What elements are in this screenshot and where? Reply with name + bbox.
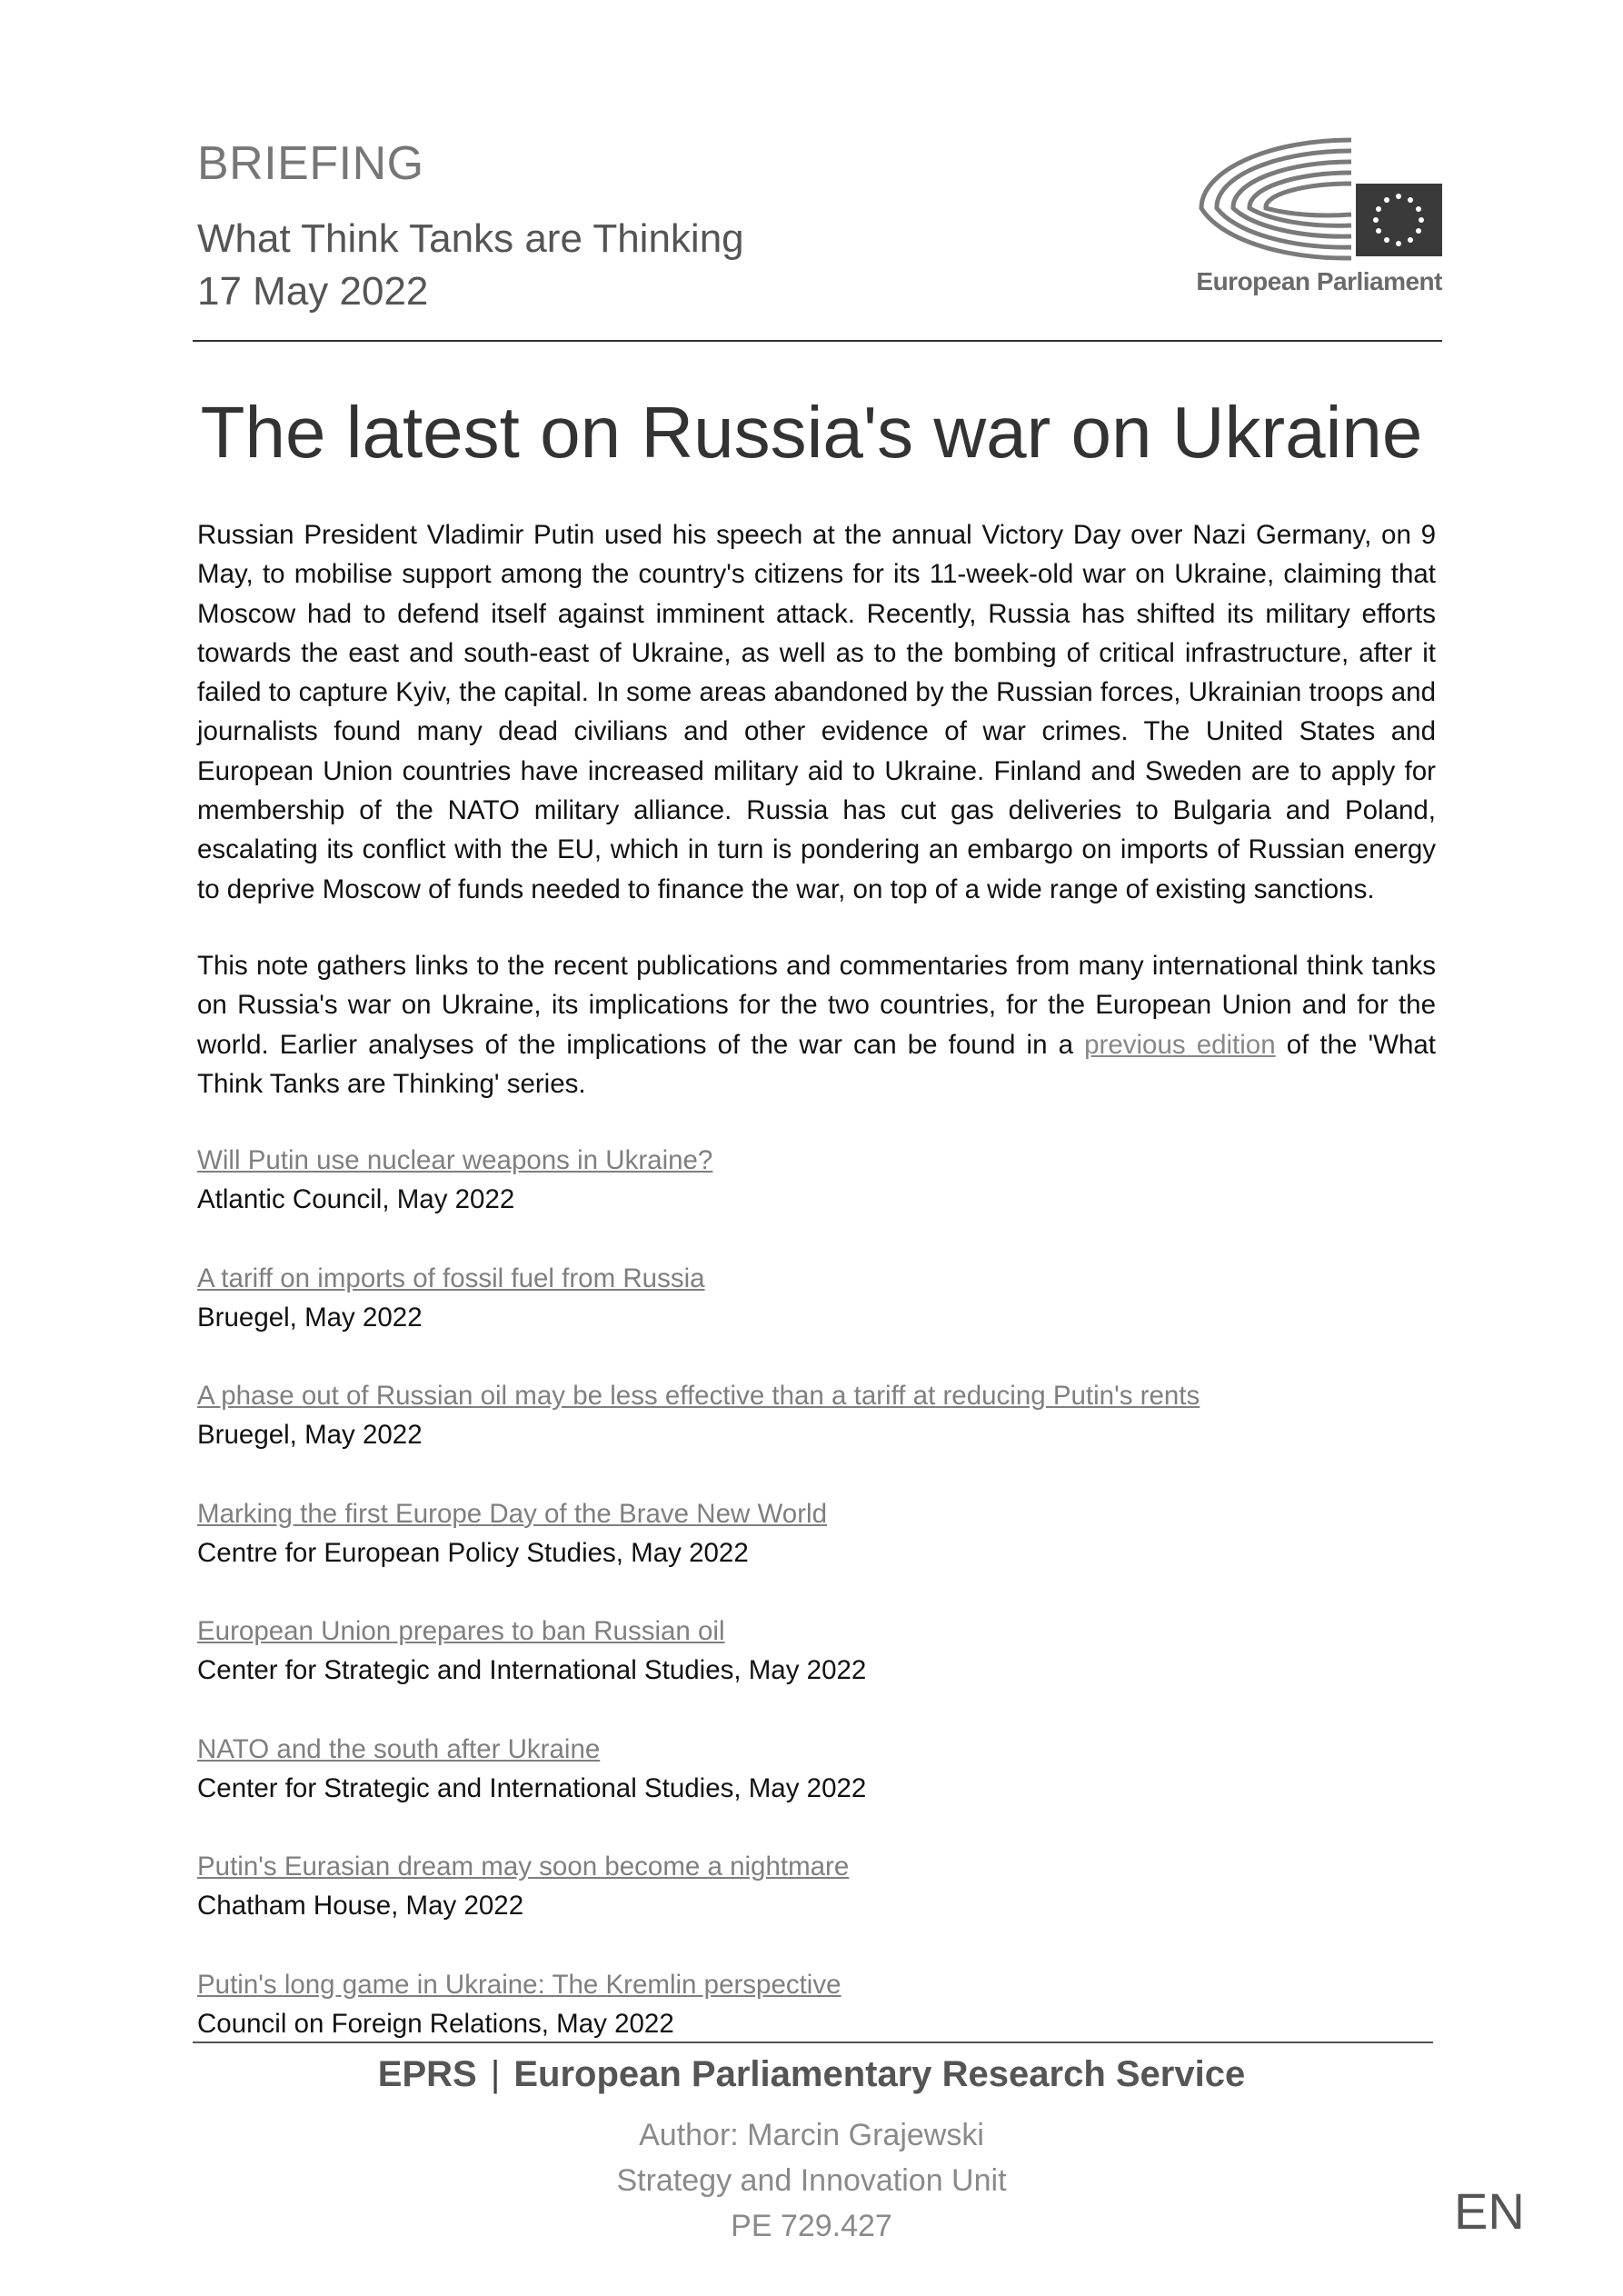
reference-link[interactable]: Putin's long game in Ukraine: The Kremlin perspective: [197, 1969, 841, 2000]
publication-date: 17 May 2022: [197, 269, 429, 314]
european-parliament-logo: [1192, 131, 1442, 304]
reference-source: Bruegel, May 2022: [197, 1420, 423, 1451]
list-item: [197, 1847, 1436, 1965]
list-item: [197, 1376, 1436, 1494]
intro-paragraph-2-text: This note gathers links to the recent publications and commentaries from many international think tanks on Russia's war on Ukraine, its implications for the two countries, for the European Union and for the world. Earlier analyses of the implications of the war can be found in a: [197, 951, 1436, 1060]
reference-list: [197, 1141, 1436, 2082]
previous-edition-link[interactable]: previous edition: [1084, 1029, 1276, 1060]
reference-link[interactable]: Will Putin use nuclear weapons in Ukraine?: [197, 1145, 713, 1175]
reference-link[interactable]: NATO and the south after Ukraine: [197, 1733, 601, 1764]
reference-link[interactable]: European Union prepares to ban Russian oil: [197, 1616, 725, 1646]
org-long-name: European Parliamentary Research Service: [513, 2054, 1246, 2094]
reference-link[interactable]: Marking the first Europe Day of the Brave New World: [197, 1498, 827, 1529]
reference-link[interactable]: A phase out of Russian oil may be less effective than a tariff at reducing Putin's rents: [197, 1381, 1200, 1411]
list-item: [197, 1612, 1436, 1730]
reference-source: Center for Strategic and International Studies, May 2022: [197, 1655, 867, 1686]
list-item: [197, 1141, 1436, 1259]
reference-source: Atlantic Council, May 2022: [197, 1184, 515, 1215]
author: Author: Marcin Grajewski: [639, 2118, 984, 2152]
pe-number: PE 729.427: [731, 2209, 892, 2243]
header: [197, 136, 1442, 341]
intro-paragraph-2: [197, 946, 1436, 1103]
document-type: BRIEFING: [197, 137, 424, 190]
intro-paragraph-1: Russian President Vladimir Putin used his speech at the annual Victory Day over Nazi Germany, on 9 May, to mobilise support among the country's citizens for its 11-week-old war on Ukraine, claiming that Moscow had to defend itself against imminent attack. Recently, Russia has shifted its military efforts towards the east and south-east of Ukraine, as well as to the bombing of critical infrastructure, after it failed to capture Kyiv, the capital. In some areas abandoned by the Russian forces, Ukrainian troops and journalists found many dead civilians and other evidence of war crimes. The United States and European Union countries have increased military aid to Ukraine. Finland and Sweden are to apply for membership of the NATO military alliance. Russia has cut gas deliveries to Bulgaria and Poland, escalating its conflict with the EU, which in turn is pondering an embargo on imports of Russian energy to deprive Moscow of funds needed to finance the war, on top of a wide range of existing sanctions.: [197, 520, 1436, 904]
reference-source: Centre for European Policy Studies, May 2022: [197, 1537, 749, 1568]
org-short-name: EPRS: [377, 2054, 477, 2094]
reference-source: Chatham House, May 2022: [197, 1891, 524, 1922]
reference-link[interactable]: A tariff on imports of fossil fuel from Russia: [197, 1263, 705, 1293]
language-code: EN: [1454, 2182, 1525, 2240]
series-title: What Think Tanks are Thinking: [197, 216, 744, 261]
footer-organisation: [0, 2054, 1623, 2095]
list-item: [197, 1259, 1436, 1377]
list-item: [197, 1494, 1436, 1612]
reference-source: Council on Foreign Relations, May 2022: [197, 2008, 674, 2039]
unit: Strategy and Innovation Unit: [616, 2163, 1007, 2198]
reference-source: Bruegel, May 2022: [197, 1302, 423, 1333]
intro-paragraph-2-tail: of the 'What Think Tanks are Thinking' series.: [197, 1029, 1436, 1099]
reference-source: Center for Strategic and International Studies, May 2022: [197, 1772, 867, 1803]
reference-link[interactable]: Putin's Eurasian dream may soon become a nightmare: [197, 1852, 850, 1882]
document-title: The latest on Russia's war on Ukraine: [200, 392, 1423, 473]
parliament-hemicycle-icon: [1192, 131, 1442, 267]
footer-divider: [193, 2041, 1433, 2043]
org-separator: |: [490, 2054, 501, 2094]
list-item: [197, 1730, 1436, 1848]
header-divider: [193, 340, 1442, 342]
logo-text: European Parliament: [1196, 267, 1442, 295]
